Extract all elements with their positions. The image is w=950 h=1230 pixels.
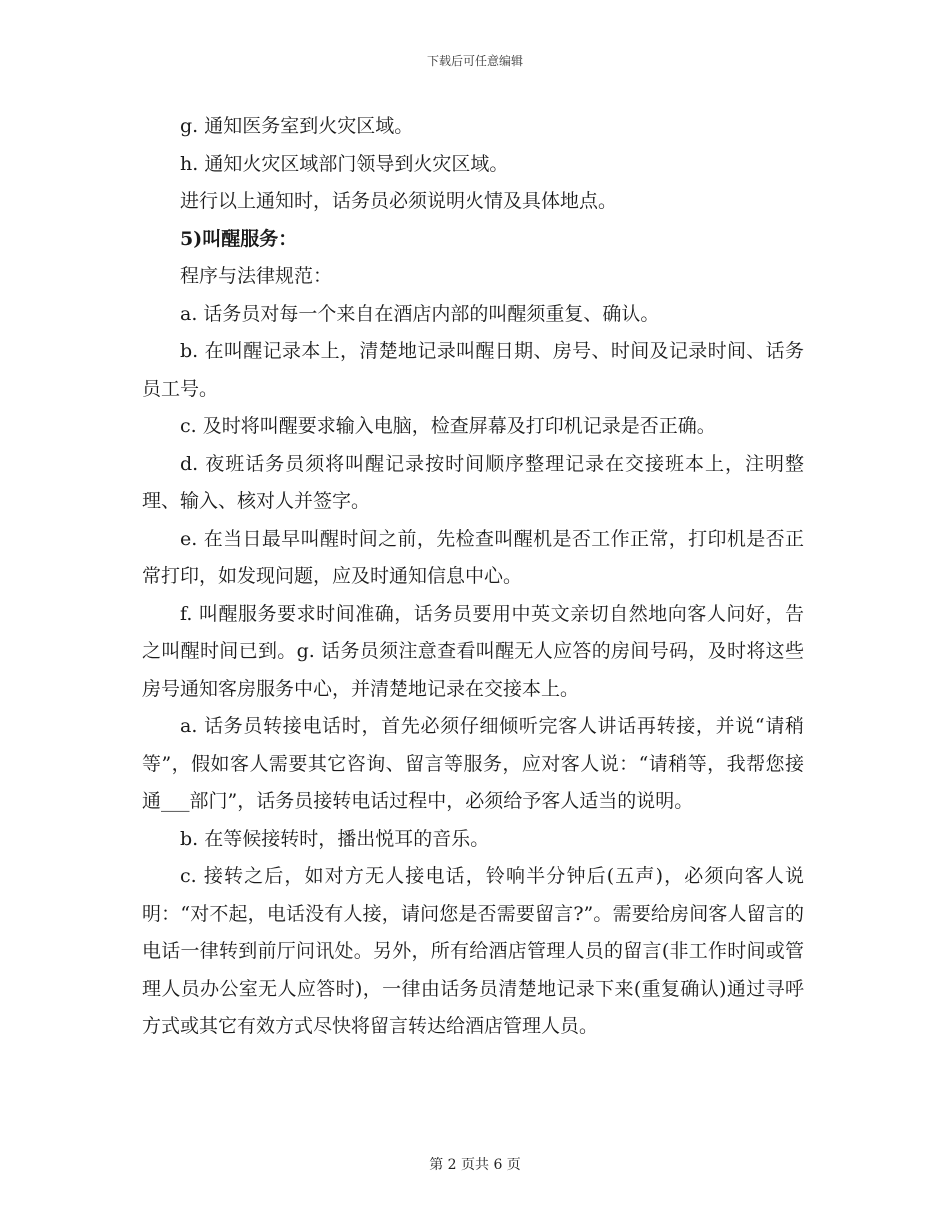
paragraph-wakeup-f-g: f. 叫醒服务要求时间准确，话务员要用中英文亲切自然地向客人问好，告之叫醒时间已到。g. 话务员须注意查看叫醒无人应答的房间号码，及时将这些房号通知客房服务中心，并清楚地记录在交接本上。: [142, 602, 804, 700]
paragraph-procedure-intro: 程序与法律规范：: [180, 265, 333, 287]
paragraph-wakeup-c: c. 及时将叫醒要求输入电脑，检查屏幕及打印机记录是否正确。: [180, 415, 716, 437]
paragraph-g-notify-medical: g. 通知医务室到火灾区域。: [180, 115, 414, 137]
paragraph-h-notify-department: h. 通知火灾区域部门领导到火灾区域。: [180, 152, 509, 175]
paragraph-wakeup-a: a. 话务员对每一个来自在酒店内部的叫醒须重复、确认。: [180, 302, 660, 325]
paragraph-transfer-a: a. 话务员转接电话时，首先必须仔细倾听完客人讲话再转接，并说“请稍等”，假如客人需要其它咨询、留言等服务，应对客人说：“请稍等，我帮您接通___部门”，话务员接转电话过程中，必须给予客人适当的说明。: [142, 715, 804, 812]
page-footer: 第 2 页共 6 页: [429, 1157, 521, 1173]
paragraph-wakeup-d: d. 夜班话务员须将叫醒记录按时间顺序整理记录在交接班本上，注明整理、输入、核对人并签字。: [142, 452, 804, 512]
paragraph-wakeup-e: e. 在当日最早叫醒时间之前，先检查叫醒机是否工作正常，打印机是否正常打印，如发现问题，应及时通知信息中心。: [142, 527, 804, 587]
paragraph-transfer-c: c. 接转之后，如对方无人接电话，铃响半分钟后(五声)，必须向客人说明：“对不起，电话没有人接，请问您是否需要留言?”。需要给房间客人留言的电话一律转到前厅问讯处。另外，所有给酒店管理人员的留言(非工作时间或管理人员办公室无人应答时)，一律由话务员清楚地记录下来(重复确认)通过寻呼方式或其它有效方式尽快将留言转达给酒店管理人员。: [142, 865, 804, 1037]
paragraph-transfer-b: b. 在等候接转时，播出悦耳的音乐。: [180, 827, 490, 850]
page-header: 下载后可任意编辑: [426, 54, 523, 68]
section-heading-wakeup-service: 5)叫醒服务：: [180, 227, 298, 250]
paragraph-notification-note: 进行以上通知时，话务员必须说明火情及具体地点。: [180, 190, 618, 212]
paragraph-wakeup-b: b. 在叫醒记录本上，清楚地记录叫醒日期、房号、时间及记录时间、话务员工号。: [142, 340, 804, 400]
document-body: [142, 108, 804, 1046]
